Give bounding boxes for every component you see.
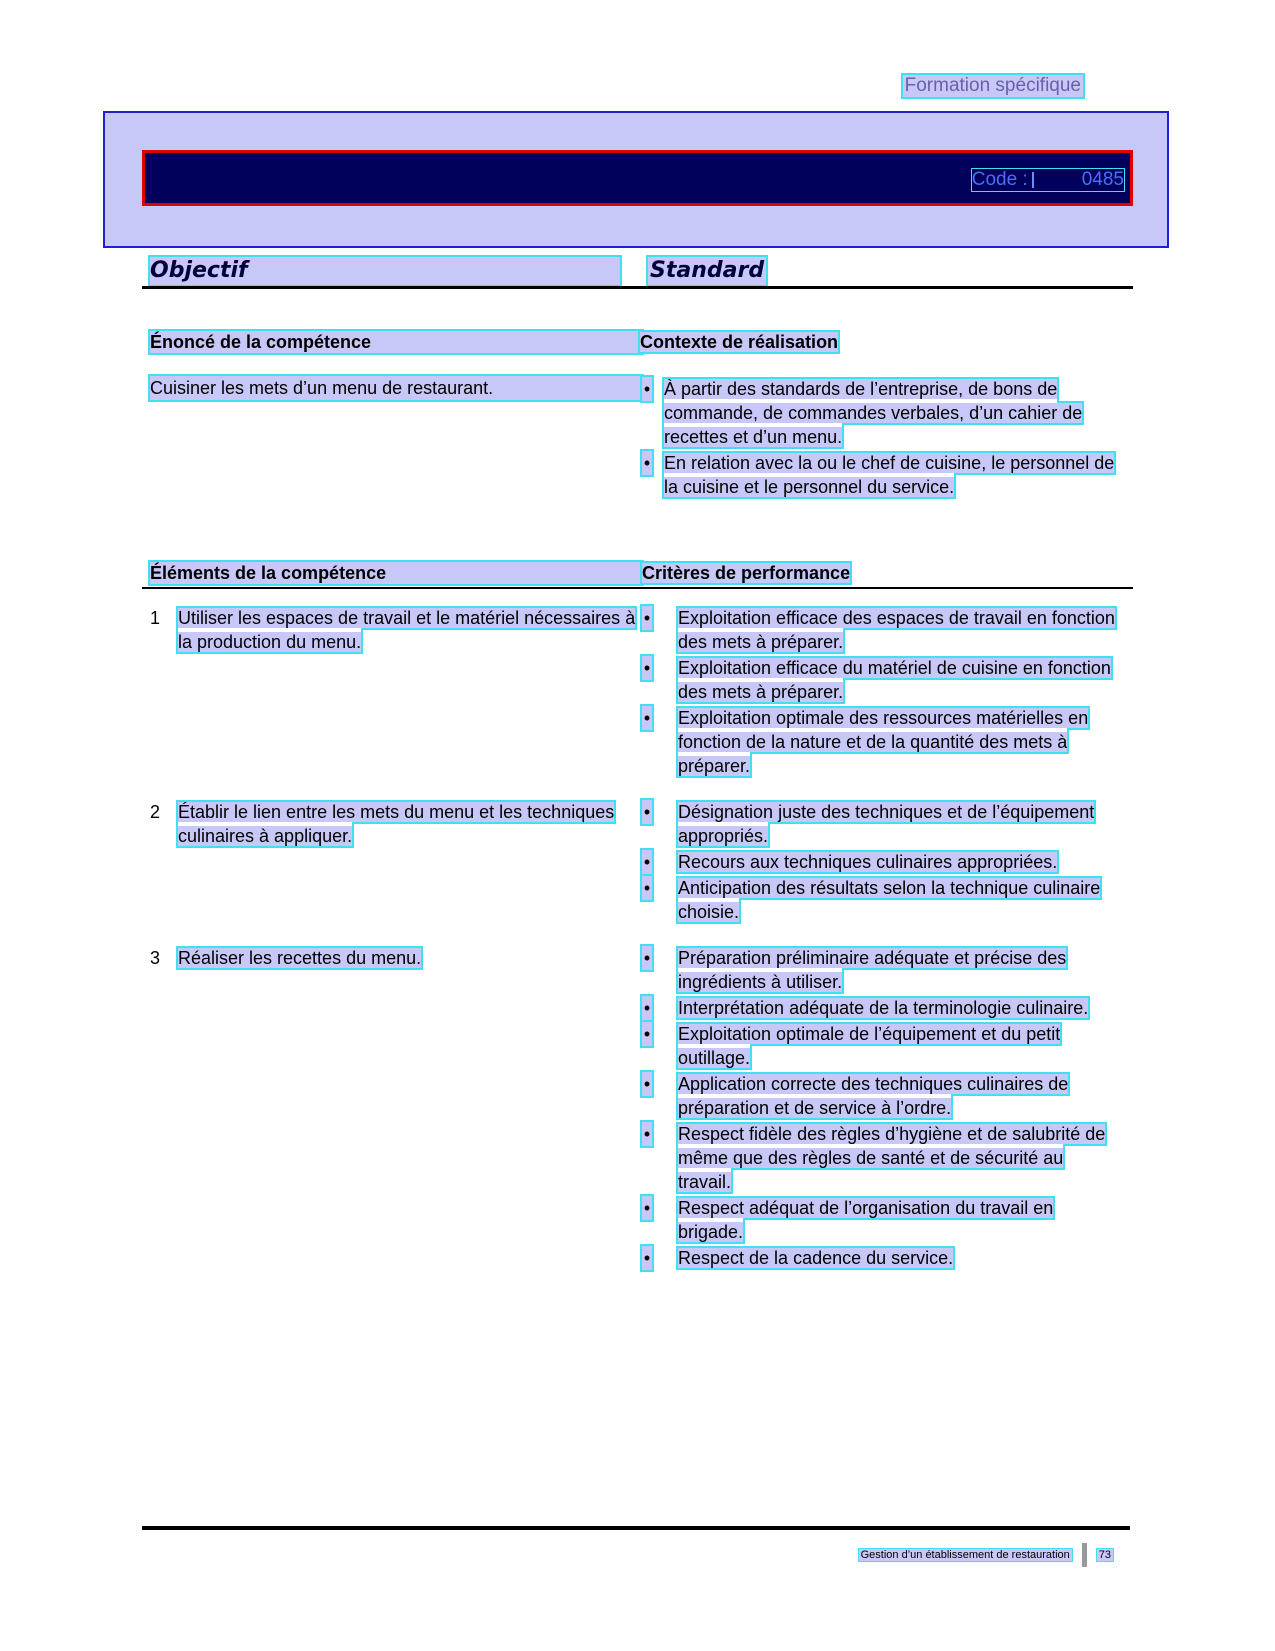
bullet-icon: • — [643, 878, 651, 898]
heading-divider — [142, 286, 1133, 289]
criterion-item — [642, 706, 1120, 778]
bullet-icon: • — [643, 1248, 651, 1268]
contexte-text: À partir des standards de l’entreprise, de bons de commande, de commandes verbales, d’un cahier de recettes et d’un menu. — [664, 379, 1083, 447]
criterion-text: Respect fidèle des règles d’hygiène et de salubrité de même que des règles de santé et de sécurité au travail. — [678, 1124, 1106, 1192]
standard-heading: Standard — [650, 258, 765, 283]
criterion-item — [642, 800, 1120, 848]
criterion-item — [642, 1246, 1120, 1270]
criterion-item — [642, 876, 1120, 924]
element-item — [150, 946, 642, 970]
criterion-item — [642, 1072, 1120, 1120]
element-item — [150, 800, 642, 848]
footer — [859, 1543, 1113, 1567]
elements-divider — [142, 587, 1133, 589]
elements-heading: Éléments de la compétence — [150, 562, 642, 584]
criterion-text: Exploitation efficace du matériel de cuisine en fonction des mets à préparer. — [678, 658, 1111, 702]
bullet-icon: • — [643, 948, 651, 968]
bullet-icon: • — [643, 1024, 651, 1044]
element-number: 3 — [150, 948, 161, 968]
criteria-list — [642, 800, 1120, 926]
page-number: 73 — [1098, 1548, 1111, 1561]
bullet-icon: • — [643, 1124, 651, 1144]
bullet-icon: • — [643, 708, 651, 728]
criterion-text: Désignation juste des techniques et de l’équipement appropriés. — [678, 802, 1095, 846]
contexte-heading: Contexte de réalisation — [640, 332, 839, 352]
bullet-icon: • — [643, 608, 651, 628]
criteres-heading: Critères de performance — [642, 563, 851, 583]
criterion-item — [642, 850, 1120, 874]
criterion-item — [642, 1022, 1120, 1070]
criterion-item — [642, 1122, 1120, 1194]
bullet-icon: • — [643, 1198, 651, 1218]
criterion-text: Respect adéquat de l’organisation du travail en brigade. — [678, 1198, 1054, 1242]
element-item — [150, 606, 642, 654]
criteria-list — [642, 946, 1120, 1272]
criterion-text: Exploitation optimale de l’équipement et du petit outillage. — [678, 1024, 1061, 1068]
criterion-text: Application correcte des techniques culinaires de préparation et de service à l’ordre. — [678, 1074, 1069, 1118]
competency-code — [972, 169, 1124, 191]
enonce-heading: Énoncé de la compétence — [150, 331, 642, 353]
element-text: Réaliser les recettes du menu. — [178, 948, 422, 968]
bullet-icon: • — [643, 658, 651, 678]
element-number: 2 — [150, 802, 161, 822]
criterion-text: Exploitation optimale des ressources matérielles en fonction de la nature et de la quantité des mets à préparer. — [678, 708, 1089, 776]
program-label: Formation spécifique — [904, 75, 1081, 96]
criterion-text: Exploitation efficace des espaces de travail en fonction des mets à préparer. — [678, 608, 1115, 652]
criterion-item — [642, 996, 1120, 1020]
code-value: 0485 — [1081, 169, 1124, 190]
contexte-list — [642, 377, 1117, 501]
contexte-item — [642, 451, 1117, 499]
criterion-item — [642, 946, 1120, 994]
bullet-icon: • — [643, 852, 651, 872]
bullet-icon: • — [643, 453, 651, 473]
footer-divider — [142, 1526, 1130, 1530]
footer-separator — [1082, 1543, 1087, 1567]
criterion-text: Anticipation des résultats selon la technique culinaire choisie. — [678, 878, 1101, 922]
contexte-text: En relation avec la ou le chef de cuisine, le personnel de la cuisine et le personnel du service. — [664, 453, 1115, 497]
code-label: Code : — [971, 169, 1028, 190]
criterion-text: Recours aux techniques culinaires appropriées. — [678, 852, 1058, 872]
bullet-icon: • — [643, 1074, 651, 1094]
header-bar — [142, 150, 1133, 206]
element-number: 1 — [150, 608, 161, 628]
bullet-icon: • — [643, 379, 651, 399]
criterion-text: Interprétation adéquate de la terminologie culinaire. — [678, 998, 1089, 1018]
element-text: Établir le lien entre les mets du menu et les techniques culinaires à appliquer. — [178, 802, 615, 846]
criterion-text: Préparation préliminaire adéquate et précise des ingrédients à utiliser. — [678, 948, 1067, 992]
criterion-item — [642, 656, 1120, 704]
contexte-item — [642, 377, 1117, 449]
footer-title: Gestion d’un établissement de restauration — [860, 1548, 1070, 1561]
criterion-item — [642, 1196, 1120, 1244]
bullet-icon: • — [643, 802, 651, 822]
criteria-list — [642, 606, 1120, 780]
enonce-text: Cuisiner les mets d’un menu de restaurant. — [150, 376, 642, 400]
element-text: Utiliser les espaces de travail et le matériel nécessaires à la production du menu. — [178, 608, 636, 652]
criterion-text: Respect de la cadence du service. — [678, 1248, 954, 1268]
objectif-heading: Objectif — [150, 257, 620, 285]
bullet-icon: • — [643, 998, 651, 1018]
criterion-item — [642, 606, 1120, 654]
